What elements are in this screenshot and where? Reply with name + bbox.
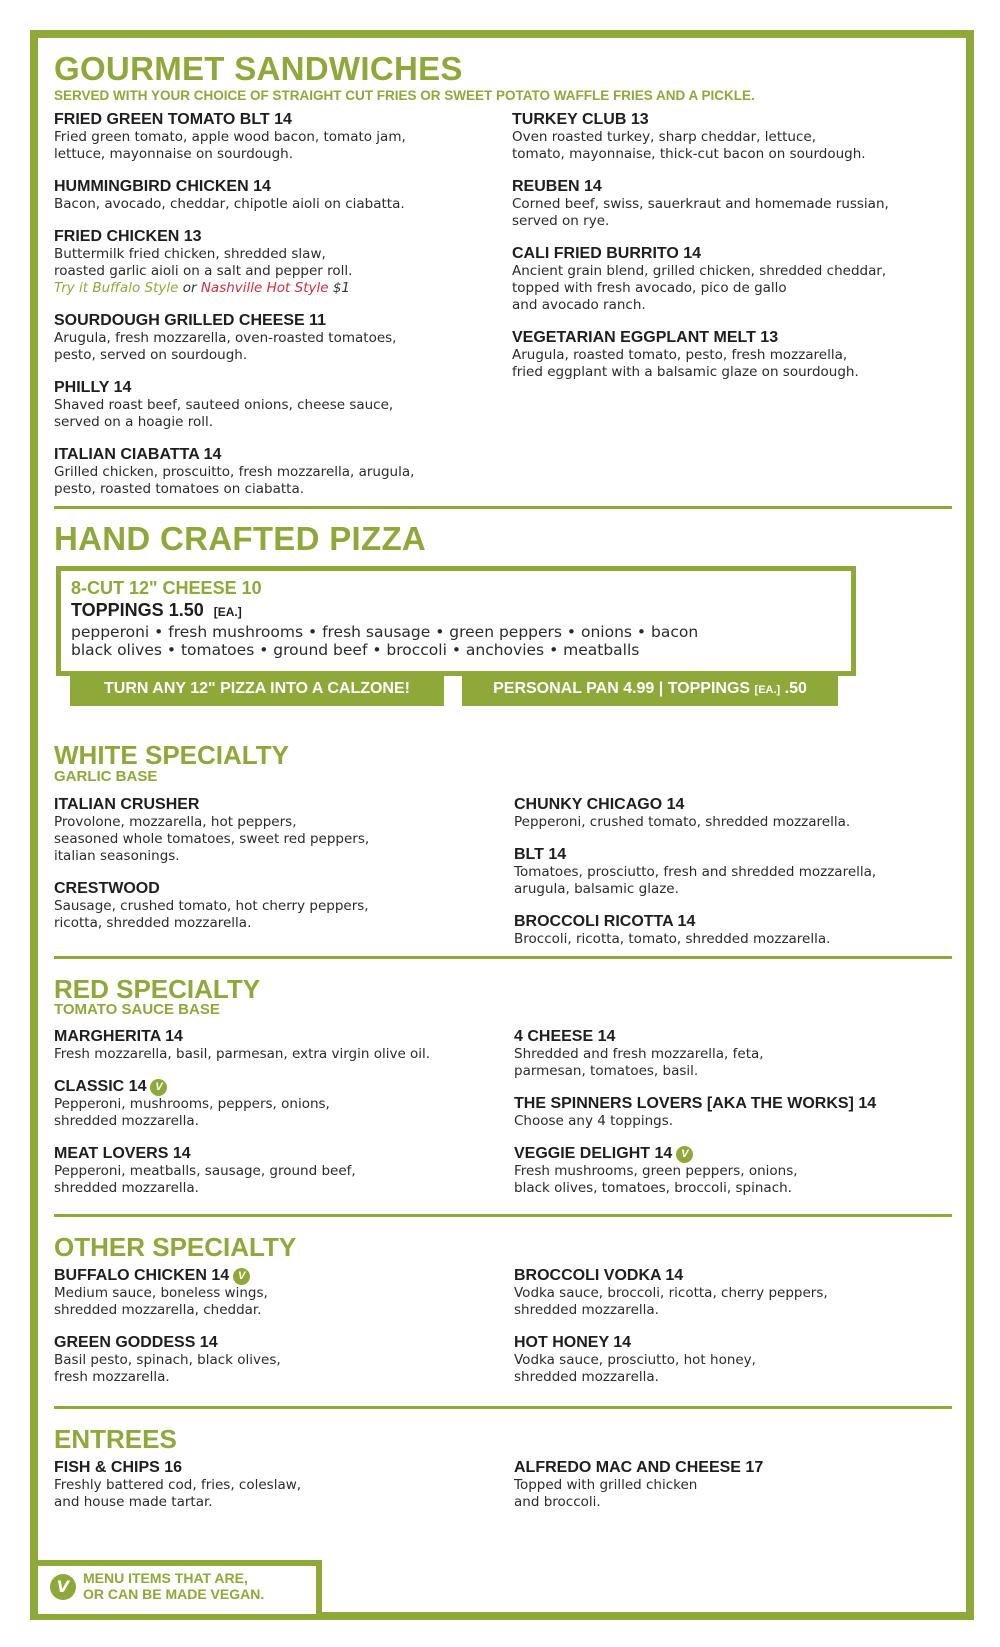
menu-item xyxy=(514,845,944,898)
item-name: CLASSIC 14 xyxy=(54,1078,147,1095)
menu-item xyxy=(514,1094,944,1130)
item-desc: topped with fresh avocado, pico de gallo xyxy=(512,280,787,296)
item-desc: shredded mozzarella. xyxy=(514,1369,659,1385)
item-desc: Fried green tomato, apple wood bacon, tomato jam, xyxy=(54,129,406,145)
item-desc: served on a hoagie roll. xyxy=(54,414,214,430)
item-name: FISH & CHIPS 16 xyxy=(54,1459,183,1476)
item-name: CALI FRIED BURRITO 14 xyxy=(512,245,702,262)
item-desc: served on rye. xyxy=(512,213,610,229)
toppings-header xyxy=(71,599,841,623)
item-desc: Shaved roast beef, sauteed onions, cheese sauce, xyxy=(54,397,394,413)
item-desc: Sausage, crushed tomato, hot cherry peppers, xyxy=(54,898,369,914)
item-desc: Medium sauce, boneless wings, xyxy=(54,1285,268,1301)
menu-item xyxy=(514,1266,944,1319)
item-desc: and avocado ranch. xyxy=(512,297,646,313)
sandwiches-right-column xyxy=(512,110,942,395)
item-name: HUMMINGBIRD CHICKEN 14 xyxy=(54,178,271,195)
menu-item xyxy=(514,1144,944,1197)
item-desc: Vodka sauce, prosciutto, hot honey, xyxy=(514,1352,756,1368)
personal-pan-topping-price: .50 xyxy=(780,680,807,697)
vegan-legend xyxy=(38,1560,322,1614)
item-desc: arugula, balsamic glaze. xyxy=(514,881,679,897)
red-right-column xyxy=(514,1027,944,1211)
menu-item xyxy=(54,445,484,498)
item-desc: shredded mozzarella. xyxy=(54,1113,199,1129)
item-desc: black olives, tomatoes, broccoli, spinach. xyxy=(514,1180,792,1196)
item-desc: roasted garlic aioli on a salt and pepper roll. xyxy=(54,263,353,279)
entrees-left-column xyxy=(54,1458,484,1525)
menu-item xyxy=(54,1027,484,1063)
item-desc: Pepperoni, mushrooms, peppers, onions, xyxy=(54,1096,330,1112)
item-desc: lettuce, mayonnaise on sourdough. xyxy=(54,146,294,162)
item-desc: Topped with grilled chicken xyxy=(514,1477,698,1493)
vegan-legend-line: MENU ITEMS THAT ARE, xyxy=(83,1570,248,1586)
menu-item xyxy=(512,177,942,230)
item-desc: shredded mozzarella. xyxy=(54,1180,199,1196)
item-name: BLT 14 xyxy=(514,846,567,863)
entrees-right-column xyxy=(514,1458,944,1525)
menu-item xyxy=(54,1458,484,1511)
item-name: GREEN GODDESS 14 xyxy=(54,1334,218,1351)
vegan-icon: V xyxy=(676,1146,693,1163)
white-left-column xyxy=(54,795,484,946)
menu-item xyxy=(514,912,944,948)
item-name: 4 CHEESE 14 xyxy=(514,1028,616,1045)
item-desc: seasoned whole tomatoes, sweet red peppers, xyxy=(54,831,370,847)
section-divider xyxy=(54,506,952,509)
item-desc: fresh mozzarella. xyxy=(54,1369,170,1385)
menu-item xyxy=(54,879,484,932)
section-divider xyxy=(54,956,952,959)
calzone-banner: TURN ANY 12" PIZZA INTO A CALZONE! xyxy=(70,672,444,706)
other-specialty-title: OTHER SPECIALTY xyxy=(54,1232,297,1262)
item-name: ALFREDO MAC AND CHEESE 17 xyxy=(514,1459,764,1476)
item-desc: Tomatoes, prosciutto, fresh and shredded mozzarella, xyxy=(514,864,877,880)
item-name-with-vegan-badge xyxy=(514,1144,944,1163)
personal-pan-banner xyxy=(462,672,838,706)
menu-item xyxy=(54,378,484,431)
item-desc: Oven roasted turkey, sharp cheddar, lettuce, xyxy=(512,129,816,145)
item-desc: Grilled chicken, proscuitto, fresh mozzarella, arugula, xyxy=(54,464,415,480)
menu-item xyxy=(54,1144,484,1197)
item-name: BUFFALO CHICKEN 14 xyxy=(54,1267,230,1284)
item-desc: Freshly battered cod, fries, coleslaw, xyxy=(54,1477,302,1493)
menu-item xyxy=(54,795,484,865)
vegan-icon: V xyxy=(50,1574,76,1600)
pizza-title: HAND CRAFTED PIZZA xyxy=(54,520,427,557)
item-name: CRESTWOOD xyxy=(54,880,160,897)
toppings-list: pepperoni • fresh mushrooms • fresh sausage • green peppers • onions • bacon xyxy=(71,623,699,641)
personal-pan-unit: [EA.] xyxy=(754,684,781,696)
item-name-with-vegan-badge xyxy=(54,1077,484,1096)
other-right-column xyxy=(514,1266,944,1400)
item-desc: shredded mozzarella. xyxy=(514,1302,659,1318)
menu-item xyxy=(514,1458,944,1511)
item-desc: Provolone, mozzarella, hot peppers, xyxy=(54,814,297,830)
vegan-icon: V xyxy=(150,1079,167,1096)
item-name: HOT HONEY 14 xyxy=(514,1334,632,1351)
menu-item xyxy=(512,110,942,163)
menu-item xyxy=(54,1077,484,1130)
vegan-legend-text xyxy=(83,1570,264,1602)
item-desc: ricotta, shredded mozzarella. xyxy=(54,915,252,931)
item-desc: italian seasonings. xyxy=(54,848,180,864)
menu-item xyxy=(512,244,942,314)
entrees-title: ENTREES xyxy=(54,1424,177,1454)
toppings-list: black olives • tomatoes • ground beef • broccoli • anchovies • meatballs xyxy=(71,641,640,659)
item-desc: Fresh mozzarella, basil, parmesan, extra virgin olive oil. xyxy=(54,1046,431,1062)
menu-item xyxy=(54,311,484,364)
or-text: or xyxy=(178,280,201,296)
item-desc: Vodka sauce, broccoli, ricotta, cherry peppers, xyxy=(514,1285,828,1301)
red-left-column xyxy=(54,1027,484,1211)
other-left-column xyxy=(54,1266,484,1400)
item-desc: shredded mozzarella, cheddar. xyxy=(54,1302,262,1318)
item-name: BROCCOLI VODKA 14 xyxy=(514,1267,684,1284)
menu-item xyxy=(54,177,484,213)
nashville-style-option: Nashville Hot Style xyxy=(200,280,329,296)
item-name-with-vegan-badge xyxy=(54,1266,484,1285)
upgrade-price: $1 xyxy=(328,280,351,296)
item-desc: fried eggplant with a balsamic glaze on sourdough. xyxy=(512,364,859,380)
white-specialty-subtitle: GARLIC BASE xyxy=(54,768,158,785)
section-divider xyxy=(54,1214,952,1217)
toppings-price: TOPPINGS 1.50 xyxy=(71,600,204,620)
item-desc: tomato, mayonnaise, thick-cut bacon on sourdough. xyxy=(512,146,866,162)
item-desc: pesto, roasted tomatoes on ciabatta. xyxy=(54,481,305,497)
white-specialty-title: WHITE SPECIALTY xyxy=(54,740,289,770)
menu-item xyxy=(54,1266,484,1319)
item-name: BROCCOLI RICOTTA 14 xyxy=(514,913,696,930)
item-desc: Bacon, avocado, cheddar, chipotle aioli on ciabatta. xyxy=(54,196,405,212)
item-desc: Basil pesto, spinach, black olives, xyxy=(54,1352,281,1368)
item-name: VEGGIE DELIGHT 14 xyxy=(514,1145,673,1162)
menu-item xyxy=(514,1027,944,1080)
item-name: REUBEN 14 xyxy=(512,178,602,195)
vegan-legend-line: OR CAN BE MADE VEGAN. xyxy=(83,1586,265,1602)
item-desc: parmesan, tomatoes, basil. xyxy=(514,1063,699,1079)
item-name: SOURDOUGH GRILLED CHEESE 11 xyxy=(54,312,327,329)
item-desc: Arugula, roasted tomato, pesto, fresh mozzarella, xyxy=(512,347,848,363)
item-name: MEAT LOVERS 14 xyxy=(54,1145,191,1162)
item-name: TURKEY CLUB 13 xyxy=(512,111,649,128)
item-name: ITALIAN CRUSHER xyxy=(54,796,200,813)
section-divider xyxy=(54,1406,952,1409)
item-desc: pesto, served on sourdough. xyxy=(54,347,248,363)
cheese-pizza-box xyxy=(56,566,856,676)
sandwiches-title: GOURMET SANDWICHES xyxy=(54,50,463,87)
item-desc: Pepperoni, crushed tomato, shredded mozzarella. xyxy=(514,814,851,830)
item-name: MARGHERITA 14 xyxy=(54,1028,183,1045)
item-name: VEGETARIAN EGGPLANT MELT 13 xyxy=(512,329,779,346)
item-name: FRIED GREEN TOMATO BLT 14 xyxy=(54,111,292,128)
item-desc: Arugula, fresh mozzarella, oven-roasted tomatoes, xyxy=(54,330,397,346)
white-right-column xyxy=(514,795,944,962)
toppings-unit: [EA.] xyxy=(213,605,242,619)
vegan-icon: V xyxy=(233,1268,250,1285)
item-desc: Corned beef, swiss, sauerkraut and homemade russian, xyxy=(512,196,889,212)
item-desc: Buttermilk fried chicken, shredded slaw, xyxy=(54,246,326,262)
buffalo-style-option: Try it Buffalo Style xyxy=(54,280,179,296)
menu-item xyxy=(54,1333,484,1386)
item-desc: and house made tartar. xyxy=(54,1494,213,1510)
item-desc: Pepperoni, meatballs, sausage, ground beef, xyxy=(54,1163,356,1179)
red-specialty-title: RED SPECIALTY xyxy=(54,974,261,1004)
cheese-pizza-price: 8-CUT 12" CHEESE 10 xyxy=(71,578,262,598)
sandwiches-left-column xyxy=(54,110,484,512)
item-desc: and broccoli. xyxy=(514,1494,601,1510)
item-name: FRIED CHICKEN 13 xyxy=(54,228,202,245)
item-name: PHILLY 14 xyxy=(54,379,132,396)
menu-item xyxy=(512,328,942,381)
red-specialty-subtitle: TOMATO SAUCE BASE xyxy=(54,1001,220,1018)
item-desc: Fresh mushrooms, green peppers, onions, xyxy=(514,1163,798,1179)
menu-item xyxy=(514,1333,944,1386)
menu-item xyxy=(54,227,484,297)
sandwiches-subtitle: SERVED WITH YOUR CHOICE OF STRAIGHT CUT FRIES OR SWEET POTATO WAFFLE FRIES AND A PICKLE. xyxy=(54,88,755,103)
item-name: ITALIAN CIABATTA 14 xyxy=(54,446,222,463)
menu-item xyxy=(514,795,944,831)
item-desc: Ancient grain blend, grilled chicken, shredded cheddar, xyxy=(512,263,887,279)
item-desc: Broccoli, ricotta, tomato, shredded mozzarella. xyxy=(514,931,831,947)
item-desc: Shredded and fresh mozzarella, feta, xyxy=(514,1046,764,1062)
item-desc: Choose any 4 toppings. xyxy=(514,1113,674,1129)
item-name: CHUNKY CHICAGO 14 xyxy=(514,796,685,813)
style-upgrade-note xyxy=(54,280,484,297)
menu-item xyxy=(54,110,484,163)
personal-pan-price: PERSONAL PAN 4.99 | TOPPINGS xyxy=(493,680,755,697)
item-name: THE SPINNERS LOVERS [AKA THE WORKS] 14 xyxy=(514,1095,877,1112)
